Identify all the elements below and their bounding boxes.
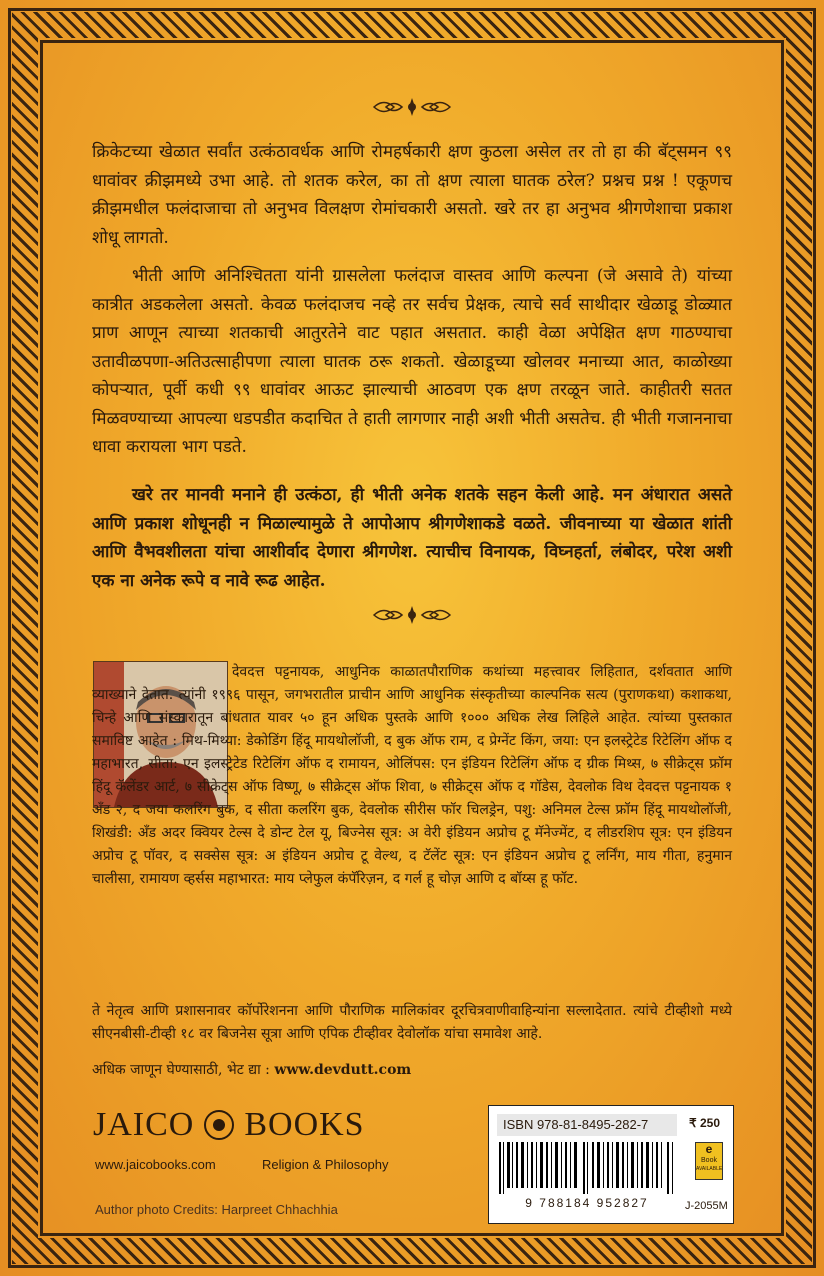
leaf-ornament-icon [372, 96, 452, 118]
author-bio-text: देवदत्त पट्टनायक, आधुनिक काळातपौराणिक कथांच्या महत्त्वावर लिहितात, दर्शवतात आणि व्याख्याने देतात. त्यांनी १९९६ पासून, जगभरातील प्राचीन आणि आधुनिक संस्कृतीच्या काल्पनिक सत्य (पुराणकथा) कशाकथा, चिन्हे आणि संस्कारातून बांधतात यावर ५० हून अधिक पुस्तके आणि १००० अधिक लेख लिहिले आहेत. त्यांच्या पुस्तकात समाविष्ट आहेत : मिथ-मिथ्या: डेकोडिंग हिंदू मायथोलॉजी, द बुक ऑफ राम, द प्रेग्नेंट किंग, जया: एन इलस्ट्रेटेड रिटेलिंग ऑफ द महाभारत, सीता: एन इलस्ट्रेटेड रिटेलिंग ऑफ द रामायन, ओलिंपस: एन इंडियन रिटेलिंग ऑफ द ग्रीक मिथ्स, ७ सीक्रेट्स फ्रॉम हिंदू कॅलेंडर आर्ट, ७ सीक्रेट्स ऑफ विष्णू, ७ सीक्रेट्स ऑफ शिवा, ७ सीक्रेट्स ऑफ द गॉडेस, देवलोक विथ देवदत्त पट्टनायक १ अँड २, द जया कलरिंग बुक, द सीता कलरिंग बुक, देवलोक सीरीस फॉर चिलड्रेन, पशु: अनिमल टेल्स फ्रॉम हिंदू मायथोलॉजी, शिखंडी: अँड अदर क्वियर टेल्स दे डोन्ट टेल यू, बिज्नेस सूत्र: अ वेरी इंडियन अप्रोच टू मॅनेज्मेंट, द लीडरशिप सूत्र: एन इंडियन अप्रोच टू पॉवर, द सक्सेस सूत्र: अ इंडियन अप्रोच टू वेल्थ, द टॅलेंट सूत्र: एन इंडियन अप्रोच टू लर्निंग, माय गीता, हनुमान चालीसा, रामायण व्हर्सस महाभारत: माय प्लेफुल कंपॅरिज़न, द गर्ल हू चोज़ आणि द बॉय्स हू फॉट. [92, 664, 732, 887]
visit-label: अधिक जाणून घेण्यासाठी, भेट द्या : [92, 1062, 270, 1078]
barcode-panel [488, 1105, 734, 1224]
barcode-icon [497, 1142, 677, 1194]
jaico-emblem-icon [204, 1110, 234, 1140]
author-bio [92, 661, 732, 891]
publisher-name-left: JAICO [93, 1106, 195, 1143]
isbn-label: ISBN 978-81-8495-282-7 [497, 1114, 677, 1136]
product-code: J-2055M [685, 1200, 728, 1212]
leaf-ornament-icon [372, 604, 452, 626]
book-category: Religion & Philosophy [262, 1157, 389, 1172]
publisher-name-right: BOOKS [244, 1106, 365, 1143]
author-bio-tv: ते नेतृत्व आणि प्रशासनावर कॉर्पोरेशनना आणि पौराणिक मालिकांवर दूरचित्रवाणीवाहिन्यांना सल्लादेतात. त्यांचे टीव्हीशो मध्ये सीएनबीसी-टीव्ही १८ वर बिजनेस सूत्रा आणि एपिक टीव्हीवर देवोलॉक यांचा समावेश आहे. [92, 1003, 732, 1042]
author-website-link[interactable]: www.devdutt.com [274, 1062, 412, 1078]
ebook-badge-book: Book [701, 1157, 717, 1164]
intro-paragraph-2: भीती आणि अनिश्चितता यांनी ग्रासलेला फलंदाज वास्तव आणि कल्पना (जे असावे ते) यांच्या कात्रीत अडकलेला असतो. केवळ फलंदाजच नव्हे तर सर्वच प्रेक्षक, त्याचे सर्व साथीदार खेळाडू डोळ्यात प्राण आणून त्याच्या शतकाची आतुरतेने वाट पहात असतात. काही वेळा अपेक्षित क्षण गाठण्याचा उतावीळपणा-अतिउत्साहीपणा त्याला घातक ठरू शकतो. खेळाडूच्या खोलवर मनाच्या आत, काळोख्या कोपऱ्यात, पूर्वी कधी ९९ धावांवर आऊट झाल्याची आठवण एक क्षण तरळून जाते. काहीतरी सतत मिळवण्याच्या आपल्या धडपडीत कदाचित ते हाती लागणार नाही अशी भीती असतेच. ही भीती गजाननाचा धावा करायला भाग पडते. [92, 266, 732, 457]
barcode-number: 9 788184 952827 [525, 1196, 649, 1210]
ebook-badge [695, 1142, 723, 1180]
ebook-badge-e: e [705, 1142, 713, 1156]
publisher-website[interactable]: www.jaicobooks.com [95, 1157, 216, 1172]
photo-credit: Author photo Credits: Harpreet Chhachhia [95, 1202, 338, 1217]
ebook-badge-available: AVAILABLE [696, 1166, 723, 1172]
intro-paragraph-3: खरे तर मानवी मनाने ही उत्कंठा, ही भीती अनेक शतके सहन केली आहे. मन अंधारात असते आणि प्रकाश शोधूनही न मिळाल्यामुळे ते आपोआप श्रीगणेशाकडे वळते. जीवनाच्या या खेळात शांती आणि वैभवशीलता यांचा आशीर्वाद देणारा श्रीगणेश. त्याचीच विनायक, विघ्नहर्ता, लंबोदर, परेश अशी एक ना अनेक रूपे व नावे रूढ आहेत. [92, 485, 732, 591]
publisher-logo [93, 1106, 365, 1144]
visit-line [92, 1060, 411, 1079]
price-label: ₹ 250 [689, 1116, 720, 1130]
intro-paragraph-1: क्रिकेटच्या खेळात सर्वांत उत्कंठावर्धक आणि रोमहर्षकारी क्षण कुठला असेल तर तो हा की बॅट्समन ९९ धावांवर क्रीझमध्ये उभा आहे. तो शतक करेल, का तो क्षण त्याला घातक ठरेल? प्रश्नच प्रश्न ! एकूणच क्रीझमधील फलंदाजाचा तो अनुभव विलक्षण रोमांचकारी असतो. खरे तर हा अनुभव श्रीगणेशाचा प्रकाश शोधू लागतो. [92, 142, 732, 248]
